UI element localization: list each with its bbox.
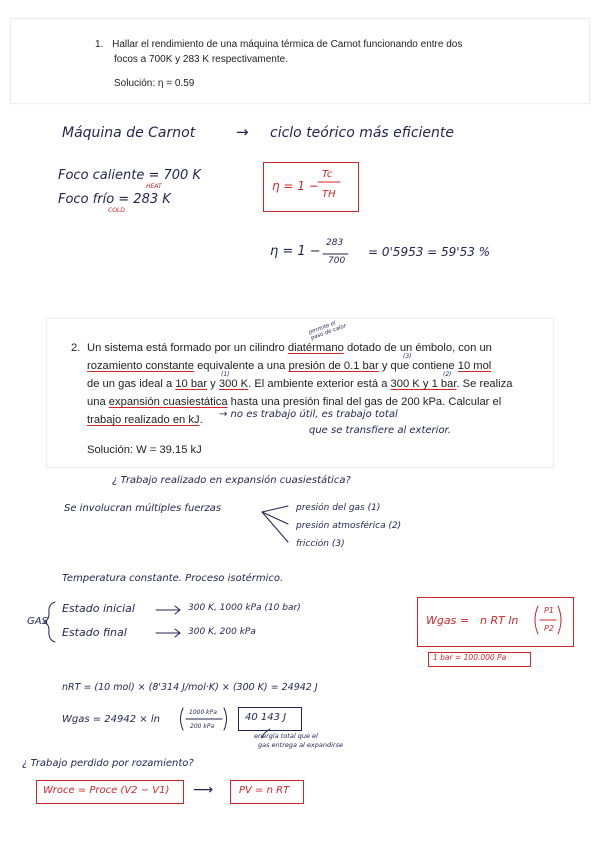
hot-source: Foco caliente = 700 K (58, 168, 201, 183)
wgas-formula-paren-right (558, 606, 561, 634)
problem-2-line-4: una expansión cuasiestática hasta una presión final del gas de 200 kPa. Calcular el (87, 396, 502, 408)
wgas-formula-lhs: Wgas = (426, 614, 470, 627)
diathermal-annotation: permite el paso de calor (308, 320, 348, 342)
force-arrow-2 (262, 512, 288, 524)
carnot-arrow: → (236, 123, 249, 141)
useful-work-note-1: → no es trabajo útil, es trabajo total (219, 409, 398, 420)
wroce-arrow: ⟶ (193, 782, 214, 798)
cold-tag: COLD (108, 207, 125, 214)
force-friction: fricción (3) (296, 539, 345, 549)
problem-2-number: 2. (71, 342, 81, 354)
state-final-arrow (156, 629, 180, 637)
hot-tag: HEAT (146, 183, 162, 190)
annotation-3: (3) (403, 353, 412, 360)
problem-1-number: 1. (95, 39, 104, 50)
wgas-paren-left (181, 708, 184, 730)
wgas-formula-paren-left (535, 606, 538, 634)
isothermal-note: Temperatura constante. Proceso isotérmico. (62, 573, 284, 584)
wgas-paren-right (224, 708, 227, 730)
efficiency-formula-lhs: η = 1 − (272, 179, 319, 193)
annotation-1: (1) (221, 371, 230, 378)
energy-note-pointer (262, 729, 270, 738)
wgas-calc-den: 200 kPa (190, 723, 215, 730)
problem-2-line-5: trabajo realizado en kJ. (87, 414, 203, 426)
gas-bracket (44, 602, 55, 642)
force-arrow-1 (262, 506, 288, 512)
gas-label: GAS (27, 616, 48, 627)
wgas-formula-p1: P1 (544, 606, 554, 615)
problem-2-line-2: rozamiento constante equivalente a una presión de 0.1 bar y que contiene 10 mol (87, 360, 492, 372)
efficiency-calc-result: = 0'5953 = 59'53 % (368, 245, 491, 259)
state-final-value: 300 K, 200 kPa (188, 627, 256, 637)
wgas-calc-num: 1000 kPa (189, 709, 217, 716)
force-arrow-3 (262, 512, 288, 542)
problem-1-statement-line-1: Hallar el rendimiento de una máquina térmica de Carnot funcionando entre dos (112, 39, 463, 50)
efficiency-calc-num: 283 (326, 238, 344, 248)
forces-intro: Se involucran múltiples fuerzas (64, 503, 222, 514)
wgas-formula-rhs: n RT ln (480, 614, 519, 627)
state-initial-value: 300 K, 1000 kPa (10 bar) (188, 603, 301, 613)
efficiency-calc-den: 700 (328, 256, 346, 266)
problem-2-line-3: de un gas ideal a 10 bar y 300 K. El ambiente exterior está a 300 K y 1 bar. Se realiza (87, 378, 513, 390)
bar-conversion: 1 bar = 100.000 Pa (433, 653, 507, 662)
efficiency-formula-den: TH (322, 189, 336, 200)
state-final-label: Estado final (62, 626, 127, 639)
problem-2-solution: Solución: W = 39.15 kJ (87, 444, 202, 456)
wroce-formula: Wroce = Proce (V2 − V1) (43, 785, 170, 796)
problem-1-solution: Solución: η = 0.59 (114, 78, 195, 89)
force-gas-pressure: presión del gas (1) (296, 503, 381, 513)
nrt-calculation: nRT = (10 mol) × (8'314 J/mol·K) × (300 K) = 24942 J (62, 682, 318, 693)
energy-note-1: energía total que el (254, 732, 318, 740)
useful-work-note-2: que se transfiere al exterior. (309, 425, 451, 436)
question-friction: ¿ Trabajo perdido por rozamiento? (22, 758, 194, 769)
pv-formula: PV = n RT (239, 785, 290, 796)
problem-2-line-1: Un sistema está formado por un cilindro diatérmano dotado de un émbolo, con un (87, 342, 492, 354)
carnot-cycle-note: ciclo teórico más eficiente (270, 125, 455, 141)
wgas-formula-p2: P2 (544, 624, 554, 633)
cold-source: Foco frío = 283 K (58, 192, 171, 207)
force-atmospheric-pressure: presión atmosférica (2) (296, 521, 402, 531)
wgas-result: 40 143 J (245, 712, 287, 723)
state-initial-label: Estado inicial (62, 602, 135, 615)
efficiency-calc-prefix: η = 1 − (270, 244, 321, 259)
efficiency-formula-num: Tc (322, 169, 333, 180)
carnot-title: Máquina de Carnot (62, 125, 196, 141)
energy-note-2: gas entrega al expandirse (258, 741, 343, 749)
wgas-calc-prefix: Wgas = 24942 × ln (62, 714, 160, 725)
annotation-2: (2) (443, 371, 452, 378)
question-work: ¿ Trabajo realizado en expansión cuasiestática? (112, 475, 351, 486)
problem-1-statement-line-2: focos a 700K y 283 K respectivamente. (114, 54, 288, 65)
state-initial-arrow (156, 606, 180, 614)
